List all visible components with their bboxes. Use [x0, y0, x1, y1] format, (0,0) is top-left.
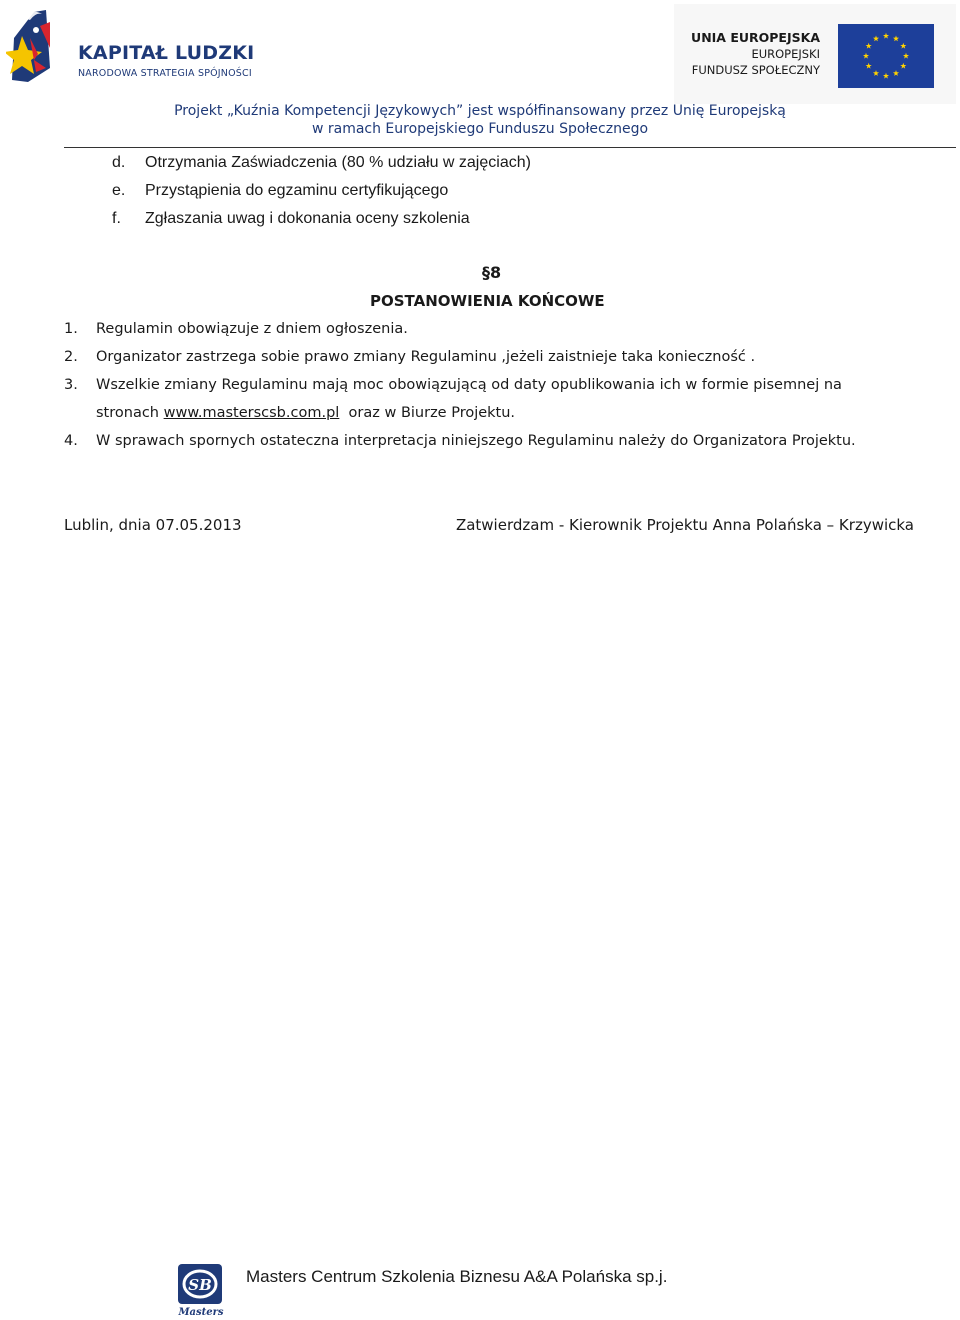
list-number: 3.	[64, 377, 78, 393]
eu-line-2: EUROPEJSKI	[751, 47, 820, 61]
section-title: POSTANOWIENIA KOŃCOWE	[370, 292, 605, 310]
project-line-1: Projekt „Kuźnia Kompetencji Językowych” jest współfinansowany przez Unię Europejską	[174, 103, 786, 119]
footer-company: Masters Centrum Szkolenia Biznesu A&A Polańska sp.j.	[246, 1267, 668, 1286]
header-divider	[64, 147, 956, 148]
list-letter: f.	[112, 210, 121, 227]
list-number: 2.	[64, 349, 78, 365]
list-text: stronach	[96, 405, 164, 421]
signature-line: Zatwierdzam - Kierownik Projektu Anna Polańska – Krzywicka	[455, 516, 914, 534]
eu-line-3: FUNDUSZ SPOŁECZNY	[691, 63, 820, 77]
list-letter: e.	[112, 182, 126, 199]
section-number: §8	[482, 263, 502, 282]
list-text: Wszelkie zmiany Regulaminu mają moc obowiązującą od daty opublikowania ich w formie pisemnej na	[96, 377, 842, 393]
list-number: 4.	[64, 433, 78, 449]
logo-title: KAPITAŁ LUDZKI	[78, 42, 255, 64]
list-text: Zgłaszania uwag i dokonania oceny szkolenia	[145, 210, 470, 227]
list-text-continuation	[96, 405, 515, 421]
list-text: oraz w Biurze Projektu.	[339, 405, 516, 421]
kapital-ludzki-logo	[6, 8, 306, 96]
list-number: 1.	[64, 321, 78, 337]
list-letter: d.	[112, 154, 126, 171]
eu-flag-icon	[838, 24, 934, 88]
csb-masters-logo-icon	[176, 1262, 226, 1318]
eu-logo	[674, 4, 956, 104]
list-text: W sprawach spornych ostateczna interpretacja niniejszego Regulaminu należy do Organizatora Projektu.	[96, 433, 856, 449]
website-link[interactable]: www.masterscsb.com.pl	[163, 405, 340, 421]
list-text: Otrzymania Zaświadczenia (80 % udziału w zajęciach)	[145, 154, 531, 171]
list-text: Przystąpienia do egzaminu certyfikującego	[145, 182, 449, 199]
logo-text: Masters	[178, 1307, 224, 1318]
date-line: Lublin, dnia 07.05.2013	[64, 516, 242, 534]
list-text: Regulamin obowiązuje z dniem ogłoszenia.	[96, 321, 408, 337]
kapital-ludzki-emblem-icon	[6, 8, 70, 92]
eu-line-1: UNIA EUROPEJSKA	[691, 30, 820, 45]
eu-logo-text	[691, 30, 820, 78]
svg-text:SB: SB	[188, 1276, 212, 1294]
list-text: Organizator zastrzega sobie prawo zmiany Regulaminu ,jeżeli zaistnieje taka konieczność .	[96, 349, 756, 365]
logo-subtitle: NARODOWA STRATEGIA SPÓJNOŚCI	[78, 68, 252, 79]
project-line-2: w ramach Europejskiego Funduszu Społecznego	[311, 121, 649, 137]
